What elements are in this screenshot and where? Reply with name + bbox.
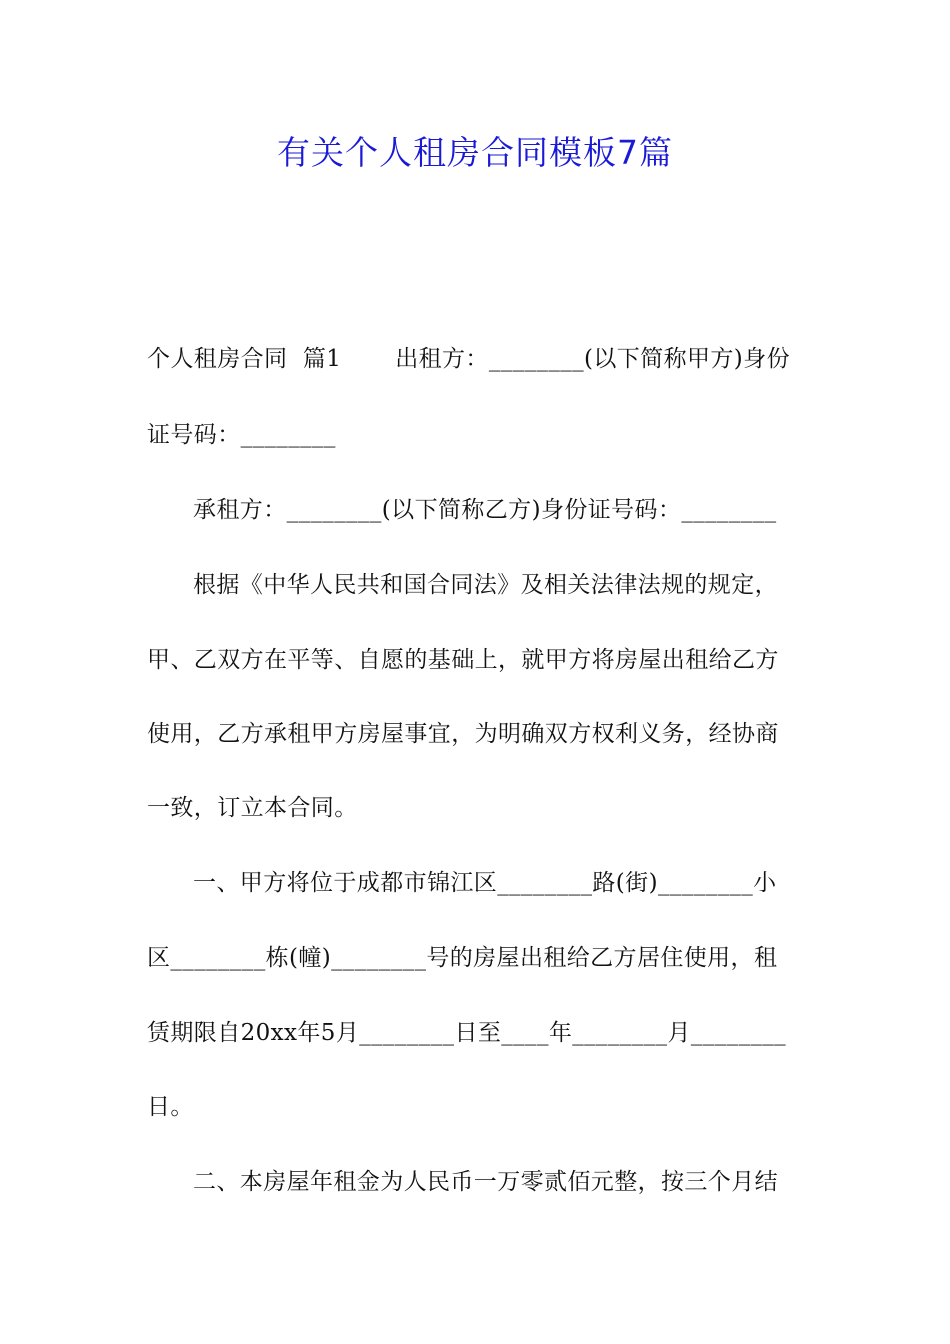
text-line: 赁期限自20xx年5月________日至____年________月________ (147, 1020, 787, 1046)
text-line: 区________栋(幢)________号的房屋出租给乙方居住使用，租 (147, 945, 778, 971)
text-line: 个人租房合同 篇1 出租方：________(以下简称甲方)身份 (147, 346, 790, 372)
document-title: 有关个人租房合同模板7篇 (277, 133, 673, 172)
text-line: 甲、乙双方在平等、自愿的基础上，就甲方将房屋出租给乙方 (147, 647, 779, 673)
text-line: 使用，乙方承租甲方房屋事宜，为明确双方权利义务，经协商 (147, 721, 779, 747)
text-line: 二、本房屋年租金为人民币一万零贰佰元整，按三个月结 (193, 1169, 778, 1195)
text-line: 根据《中华人民共和国合同法》及相关法律法规的规定， (193, 572, 778, 598)
text-line: 一、甲方将位于成都市锦江区________路(街)________小 (193, 870, 777, 896)
text-line: 承租方：________(以下简称乙方)身份证号码：________ (193, 497, 777, 523)
text-line: 证号码：________ (147, 422, 336, 448)
text-line: 日。 (147, 1094, 194, 1120)
text-line: 一致，订立本合同。 (147, 795, 358, 821)
